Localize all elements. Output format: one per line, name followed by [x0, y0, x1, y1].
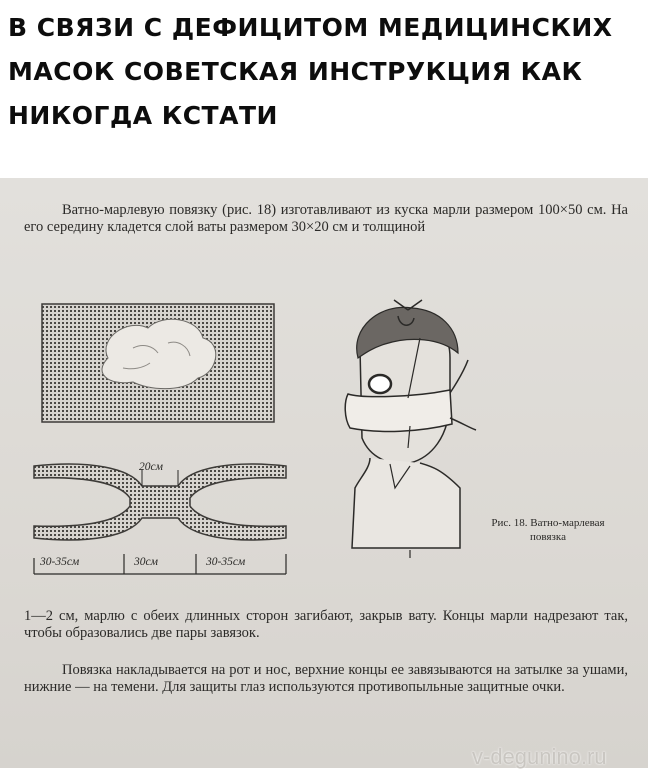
meme-headline: В СВЯЗИ С ДЕФИЦИТОМ МЕДИЦИНСКИХ МАСОК СОВЕТСКАЯ ИНСТРУКЦИЯ КАК НИКОГДА КСТАТИ	[8, 13, 613, 130]
dimension-label-left: 30-35см	[40, 556, 80, 568]
paragraph-usage: Повязка накладывается на рот и нос, верхние концы ее завязываются на затылке за ушами, нижние — на темени. Для защиты глаз используются противопыльные защитные очки.	[24, 662, 628, 695]
figure-caption: Рис. 18. Ватно-марлевая повязка	[491, 517, 605, 543]
dimension-label-middle: 30см	[134, 556, 158, 568]
site-watermark: v-degunino.ru	[472, 744, 607, 769]
cut-bandage-illustration	[30, 458, 290, 588]
book-page-scan	[0, 178, 648, 768]
dimension-label-right: 30-35см	[206, 556, 246, 568]
gauze-with-cotton-illustration	[38, 298, 278, 428]
paragraph-folding: 1—2 см, марлю с обеих длинных сторон загибают, закрыв вату. Концы марли надрезают так, чтобы образовались две пары завязок.	[24, 608, 628, 641]
dimension-label-20cm: 20см	[139, 461, 163, 473]
paragraph-intro: Ватно-марлевую повязку (рис. 18) изготавливают из куска марли размером 100×50 см. На его середину кладется слой ваты размером 30×20 см и толщиной	[24, 202, 628, 235]
person-wearing-mask-illustration	[300, 298, 480, 578]
